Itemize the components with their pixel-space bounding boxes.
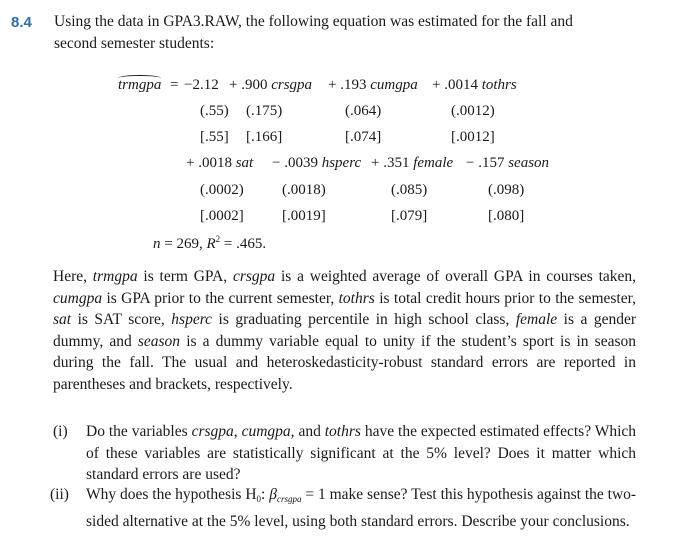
se2-sat: (.0002) — [200, 182, 244, 198]
var-sat: sat — [235, 155, 254, 171]
desc-text: is a dummy variable equal to unity if the student’s sport is in season during the fall. The usual and heteroskedasticity-robust standard errors are reported in parentheses and brackets, respectively. — [53, 332, 636, 393]
desc-text: is a gender dummy, and — [53, 311, 637, 350]
desc-text: is GPA prior to the current semester, — [106, 289, 335, 307]
se1-crsgpa: (.175) — [246, 103, 283, 119]
hypothesis-h-sub: 0 — [256, 494, 262, 504]
desc-var-female: female — [515, 311, 558, 328]
desc-var-sat: sat — [53, 311, 72, 328]
rse1-tothrs: [.0012] — [451, 129, 495, 145]
intro-line-1: Using the data in GPA3.RAW, the following equation was estimated for the fall and — [54, 13, 573, 30]
beta-symbol: β — [269, 486, 277, 503]
rse1-constant: [.55] — [200, 129, 229, 145]
equation-term-female — [371, 155, 453, 172]
desc-text: is a weighted average of overall GPA in courses taken, — [280, 268, 637, 285]
var-female: female — [413, 155, 454, 171]
desc-var-tothrs: tothrs — [338, 289, 375, 307]
se1-tothrs: (.0012) — [451, 103, 495, 119]
equation-term-hsperc — [272, 155, 361, 172]
rse2-season: [.080] — [488, 208, 525, 224]
rse1-cumgpa: [.074] — [345, 129, 382, 145]
se1-constant: (.55) — [200, 103, 229, 119]
desc-var-crsgpa: crsgpa — [232, 268, 276, 285]
r-squared-value: = .465. — [223, 236, 267, 252]
var-cumgpa: cumgpa — [370, 77, 418, 93]
desc-text: is total credit hours prior to the semester, — [379, 289, 637, 307]
q2-text-rest: make sense? Test this hypothesis against the two-sided alternative at the 5% level, using both standard errors. Describe your conclusions. — [86, 486, 637, 530]
coef-tothrs: + .0014 — [432, 77, 478, 93]
equation-term-sat — [186, 155, 253, 172]
n-label: n — [153, 236, 161, 252]
question-1-label: (i) — [53, 423, 68, 440]
var-tothrs: tothrs — [481, 77, 517, 93]
q1-and: , and — [290, 423, 321, 440]
equation-term-cumgpa — [328, 77, 418, 94]
rse1-crsgpa: [.166] — [246, 129, 283, 145]
coef-sat: + .0018 — [186, 155, 232, 171]
equation-term-crsgpa — [229, 77, 312, 94]
equation-constant: −2.12 — [184, 77, 219, 93]
equation-term-tothrs — [432, 77, 517, 94]
beta-subscript: crsgpa — [276, 494, 302, 504]
q1-var-cumgpa: cumgpa — [241, 423, 291, 440]
hypothesis-colon: : — [261, 486, 266, 503]
se1-cumgpa: (.064) — [345, 103, 382, 119]
equation-term-season — [466, 155, 549, 172]
rse2-hsperc: [.0019] — [282, 208, 326, 224]
rse2-female: [.079] — [391, 208, 428, 224]
question-2-label: (ii) — [50, 486, 69, 503]
desc-var-cumgpa: cumgpa — [53, 289, 103, 307]
question-1-text — [86, 421, 636, 486]
equation-lhs — [118, 77, 161, 94]
coef-crsgpa: + .900 — [229, 77, 268, 93]
se2-hsperc: (.0018) — [282, 182, 326, 198]
coef-hsperc: − .0039 — [272, 155, 318, 171]
desc-var-season: season — [137, 332, 181, 350]
desc-text: is SAT score, — [77, 311, 165, 328]
q1-text: Do the variables — [86, 423, 188, 440]
desc-text: is term GPA, — [143, 268, 228, 285]
desc-var-hsperc: hsperc — [171, 311, 213, 328]
hypothesis-h: H — [245, 486, 257, 503]
q1-comma: , — [233, 423, 238, 440]
r-squared-superscript: 2 — [215, 234, 221, 244]
variable-description — [53, 266, 636, 395]
n-value: = 269, — [164, 236, 203, 252]
se2-season: (.098) — [488, 182, 525, 198]
hypothesis-value: = 1 — [305, 486, 326, 503]
coef-cumgpa: + .193 — [328, 77, 367, 93]
regression-stats — [153, 234, 266, 253]
rse2-sat: [.0002] — [200, 208, 244, 224]
equation-equals: = — [170, 77, 179, 93]
r-squared-label: R — [206, 236, 216, 252]
question-2-text — [86, 484, 636, 532]
q1-text-rest: have the expected estimated effects? Which of these variables are statistically significant at the 5% level? Does it matter which standard errors are used? — [86, 423, 637, 483]
intro-line-2: second semester students: — [54, 35, 215, 52]
q1-var-tothrs: tothrs — [324, 423, 361, 440]
problem-number: 8.4 — [11, 14, 32, 31]
q2-text: Why does the hypothesis — [86, 486, 242, 503]
q1-var-crsgpa: crsgpa — [191, 423, 234, 440]
desc-var-trmgpa: trmgpa — [92, 268, 138, 285]
var-crsgpa: crsgpa — [271, 77, 313, 93]
coef-female: + .351 — [371, 155, 410, 171]
var-hsperc: hsperc — [321, 155, 362, 171]
desc-text: is graduating percentile in high school class, — [218, 311, 510, 328]
q2-hypothesis — [245, 486, 325, 503]
desc-text: Here, — [53, 268, 87, 285]
se2-female: (.085) — [391, 182, 428, 198]
coef-season: − .157 — [466, 155, 505, 171]
var-season: season — [508, 155, 550, 171]
lhs-variable: trmgpa — [118, 77, 162, 93]
